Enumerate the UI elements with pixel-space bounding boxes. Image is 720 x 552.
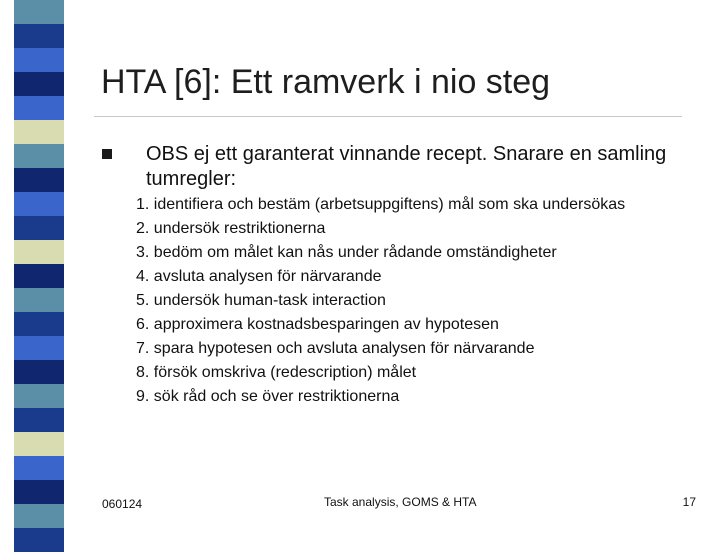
- bullet-square-icon: [102, 149, 112, 159]
- stripe-block: [14, 48, 64, 72]
- stripe-block: [14, 312, 64, 336]
- footer-date: 060124: [102, 497, 143, 511]
- stripe-block: [14, 264, 64, 288]
- decorative-color-stripe: [14, 0, 64, 540]
- stripe-block: [14, 456, 64, 480]
- list-item: 1. identifiera och bestäm (arbetsuppgiftens) mål som ska undersökas: [136, 196, 626, 213]
- footer-course-title: Task analysis, GOMS & HTA: [324, 495, 477, 509]
- list-item: 4. avsluta analysen för närvarande: [136, 268, 382, 285]
- title-divider: [94, 116, 682, 117]
- list-item: 6. approximera kostnadsbesparingen av hypotesen: [136, 316, 499, 333]
- stripe-block: [14, 504, 64, 528]
- stripe-block: [14, 0, 64, 24]
- stripe-block: [14, 72, 64, 96]
- slide-title: HTA [6]: Ett ramverk i nio steg: [101, 63, 551, 101]
- main-bullet-text: OBS ej ett garanterat vinnande recept. Snarare en samling tumregler:: [146, 143, 667, 190]
- stripe-block: [14, 480, 64, 504]
- stripe-block: [14, 96, 64, 120]
- list-item: 2. undersök restriktionerna: [136, 220, 326, 237]
- stripe-block: [14, 336, 64, 360]
- list-item: 5. undersök human-task interaction: [136, 292, 386, 309]
- list-item: 8. försök omskriva (redescription) målet: [136, 364, 417, 381]
- stripe-block: [14, 288, 64, 312]
- stripe-block: [14, 192, 64, 216]
- stripe-block: [14, 432, 64, 456]
- list-item: 7. spara hypotesen och avsluta analysen för närvarande: [136, 340, 535, 357]
- stripe-block: [14, 360, 64, 384]
- stripe-block: [14, 24, 64, 48]
- steps-list: [136, 193, 625, 409]
- stripe-block: [14, 528, 64, 552]
- stripe-block: [14, 168, 64, 192]
- stripe-block: [14, 240, 64, 264]
- stripe-block: [14, 216, 64, 240]
- list-item: 9. sök råd och se över restriktionerna: [136, 388, 400, 405]
- stripe-block: [14, 120, 64, 144]
- stripe-block: [14, 384, 64, 408]
- stripe-block: [14, 144, 64, 168]
- list-item: 3. bedöm om målet kan nås under rådande omständigheter: [136, 244, 557, 261]
- stripe-block: [14, 408, 64, 432]
- footer-page-number: 17: [682, 495, 696, 509]
